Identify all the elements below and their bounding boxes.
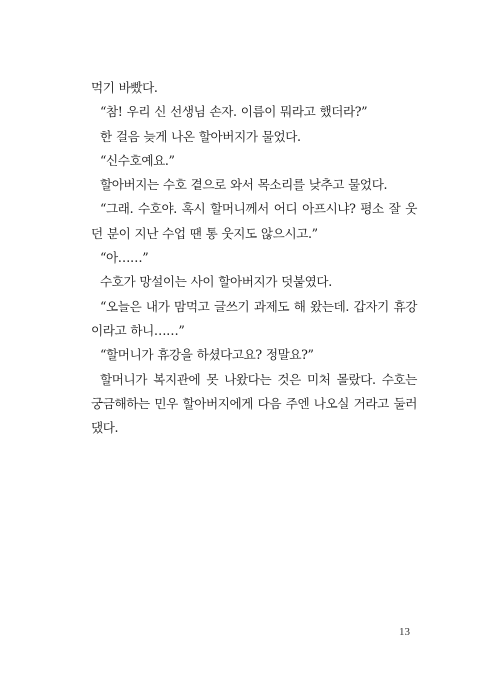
text-line: 이라고 하니……”	[91, 322, 185, 338]
page-number: 13	[399, 626, 410, 638]
text-line: 수호가 망설이는 사이 할아버지가 덧붙였다.	[100, 274, 332, 290]
text-line: “그래. 수호야. 혹시 할머니께서 어디 아프시냐? 평소 잘 웃	[100, 201, 417, 217]
text-line: “참! 우리 신 선생님 손자. 이름이 뭐라고 했더라?”	[100, 104, 368, 120]
text-line: “오늘은 내가 맘먹고 글쓰기 과제도 해 왔는데. 갑자기 휴강	[100, 298, 417, 314]
text-line: 댔다.	[91, 420, 119, 436]
text-line: “신수호예요.”	[100, 152, 175, 168]
text-line: 던 분이 지난 수업 땐 통 웃지도 않으시고.”	[91, 225, 318, 241]
text-line: 궁금해하는 민우 할아버지에게 다음 주엔 나오실 거라고 둘러	[91, 395, 417, 411]
text-line: 한 걸음 늦게 나온 할아버지가 물었다.	[100, 128, 301, 144]
text-line: “아……”	[100, 250, 149, 266]
text-line: 할아버지는 수호 곁으로 와서 목소리를 낮추고 물었다.	[100, 177, 388, 193]
text-line: 할머니가 복지관에 못 나왔다는 것은 미처 몰랐다. 수호는	[100, 371, 417, 387]
text-line: 먹기 바빴다.	[91, 80, 158, 95]
body-text	[91, 76, 417, 440]
text-line: “할머니가 휴강을 하셨다고요? 정말요?”	[100, 347, 314, 363]
